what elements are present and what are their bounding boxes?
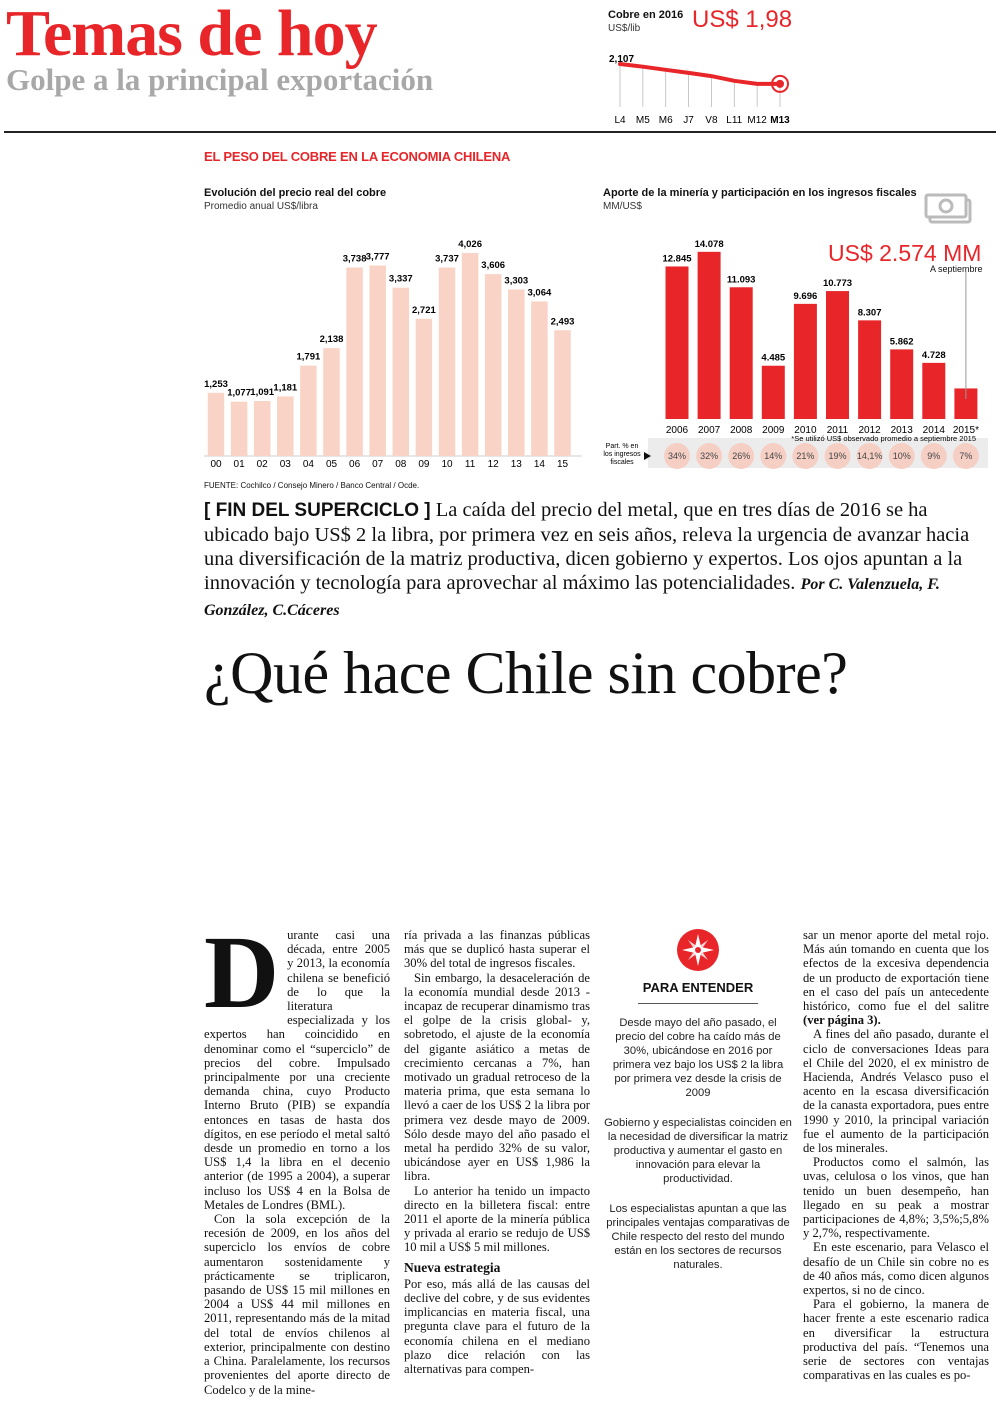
paragraph: En este escenario, para Velasco el desafío de un Chile sin cobre no es de 40 años más, como dicen algunos expertos, si no de cinco.	[803, 1240, 989, 1298]
bar-value-label: 1,077	[227, 387, 251, 399]
bar-value-label: 2,138	[319, 334, 344, 346]
percent-row-label: fiscales	[610, 459, 634, 466]
x-tick-label: 00	[210, 459, 222, 470]
bar-value-label: 9.696	[793, 290, 818, 302]
bar	[666, 266, 689, 419]
page-reference: (ver página 3).	[803, 1013, 881, 1028]
bar-value-label: 1,791	[296, 351, 321, 363]
article-column-1	[204, 915, 390, 1397]
percent-label: 14,1%	[856, 451, 883, 461]
left-chart-subtitle: Promedio anual US$/libra	[204, 201, 318, 212]
bar	[462, 253, 479, 456]
x-tick-label: 14	[533, 459, 545, 470]
paragraph: Con la sola excepción de la recesión de 2009, en los años del superciclo los envíos de cobre aumentaron sostenidamente y prácticamente se triplicaron, pasando de US$ 15 mil millones en 2004 a US$ 44 mil millones en 2011, representando más de la mitad del total de envíos chilenos al exterior, principalmente con destino a China. Paralelamente, los recursos provenientes del aporte directo de Codelco y de la mine-	[204, 1212, 390, 1397]
x-tick-label: 01	[233, 459, 245, 470]
bar-value-label: 3,738	[342, 253, 367, 265]
compass-star-icon	[676, 928, 720, 972]
bar-value-label: 3,777	[365, 251, 390, 263]
last-point	[776, 80, 784, 88]
right-chart-subtitle: MM/US$	[603, 201, 642, 212]
lead-kicker: [ FIN DEL SUPERCICLO ]	[204, 500, 431, 521]
bar	[858, 320, 881, 419]
x-tick-label: 05	[325, 459, 338, 470]
x-tick-label: 2012	[858, 425, 881, 436]
mining-highlight-note: A septiembre	[930, 264, 983, 274]
dropcap: D	[204, 915, 280, 1030]
bar	[369, 266, 386, 456]
sidebar-item: Los especialistas apuntan a que las principales ventajas comparativas de Chile respecto del resto del mundo están en los sectores de recursos naturales.	[606, 1203, 790, 1271]
lead-paragraph	[204, 498, 974, 623]
bar-value-label: 4.728	[921, 349, 946, 361]
section-title: Temas de hoy	[6, 0, 377, 70]
x-tick-label: 2006	[665, 425, 689, 436]
x-tick-label: 10	[441, 459, 453, 470]
bar	[300, 366, 317, 456]
mining-contribution-bar-chart	[600, 212, 990, 474]
bar	[416, 319, 433, 456]
bar	[698, 252, 721, 419]
bar-value-label: 5.862	[889, 336, 914, 348]
x-tick-label: 13	[510, 459, 522, 470]
mini-chart-unit: US$/lib	[608, 23, 641, 34]
start-value-label: 2,107	[609, 54, 635, 66]
tick-label: M13	[770, 115, 790, 126]
bar	[323, 348, 340, 456]
bar	[762, 366, 785, 419]
paragraph: Para el gobierno, la manera de hacer frente a este escenario radica en diversificar la estructura productiva del país. “Tenemos una serie de sectores con ventajas comparativas en las cuales es po-	[803, 1297, 989, 1383]
paragraph: A fines del año pasado, durante el ciclo de conversaciones Ideas para el Chile del 2020, el ex ministro de Hacienda, Andrés Velasco puso el acento en la escasa diversificación de la canasta exportadora, pues entre 1990 y 2010, la principal variación fue el aumento de la participación de los minerales.	[803, 1027, 989, 1156]
sidebar-rule	[638, 1003, 758, 1004]
x-tick-label: 2014	[922, 425, 945, 436]
paragraph	[803, 928, 989, 1027]
bar	[231, 402, 248, 456]
bar	[730, 287, 753, 419]
bar-value-label: 3,064	[527, 287, 552, 299]
bar	[508, 289, 525, 456]
bar	[922, 363, 945, 419]
bar-value-label: 4.485	[761, 352, 786, 364]
paragraph: Productos como el salmón, las uvas, celulosa o los vinos, que han tenido un buen desempeño, han llegado en su peak a mostrar participaciones de 4,8%; 3,5%;5,8% y 2,7%, respectivamente.	[803, 1155, 989, 1241]
percent-label: 26%	[732, 451, 751, 461]
x-tick-label: 08	[395, 459, 407, 470]
bar-value-label: 1,253	[204, 378, 228, 390]
percent-label: 21%	[796, 451, 815, 461]
left-chart-title: Evolución del precio real del cobre	[204, 187, 387, 199]
bar-value-label: 3,303	[504, 275, 529, 287]
x-tick-label: 2008	[730, 425, 753, 436]
paragraph: ría privada a las finanzas públicas más que se duplicó hasta superar el 30% del total de ingresos fiscales.	[404, 928, 590, 971]
sidebar-title: PARA ENTENDER	[642, 980, 754, 995]
x-tick-label: 2015*	[952, 425, 979, 436]
x-tick-label: 12	[487, 459, 499, 470]
x-tick-label: 2009	[762, 425, 785, 436]
bar	[277, 396, 294, 456]
bar-value-label: 10.773	[822, 278, 853, 290]
bar-value-label: 3,737	[435, 253, 459, 265]
x-tick-label: 03	[279, 459, 291, 470]
x-tick-label: 04	[302, 459, 314, 470]
bar-value-label: 12.845	[662, 253, 692, 265]
paragraph: Lo anterior ha tenido un impacto directo en la billetera fiscal: entre 2011 el aporte de la minería pública y privada al erario se redujo de US$ 10 mil a US$ 5 mil millones.	[404, 1183, 590, 1255]
article-column-2	[404, 928, 590, 1376]
x-tick-label: 02	[256, 459, 268, 470]
bar-value-label: 3,606	[481, 260, 506, 272]
bar	[794, 304, 817, 419]
percent-label: 19%	[828, 451, 847, 461]
infographic-heading: EL PESO DEL COBRE EN LA ECONOMIA CHILENA	[204, 149, 511, 164]
x-tick-label: 2013	[890, 425, 913, 436]
bar-value-label: 11.093	[726, 274, 756, 286]
headline: ¿Qué hace Chile sin cobre?	[204, 640, 848, 706]
paragraph: Sin embargo, la desaceleración de la economía mundial desde 2013 -incapaz de recuperar dinamismo tras el golpe de la crisis global- y, sobretodo, el ajuste de la economía del gigante asiático a metas de crecimiento cercanas a 7%, han motivado un gradual retroceso de la materia prima, que esta semana lo llevó a caer de los US$ 2 la libra por primera vez desde mayo de 2009. Sólo desde mayo del año pasado el metal ha perdido 32% de su valor, ubicándose ayer en US$ 1,986 la libra.	[404, 970, 590, 1184]
mini-chart-title: Cobre en 2016	[608, 9, 684, 21]
price-line	[620, 64, 780, 84]
sidebar-item: Gobierno y especialistas coinciden en la necesidad de diversificar la matriz productiva y aumentar el gasto en innovación para elevar la productividad.	[604, 1117, 792, 1185]
bar-value-label: 1,181	[273, 382, 298, 394]
lead-text: La caída del precio del metal, que en tres días de 2016 se ha ubicado bajo US$ 2 la libra, por primera vez en seis años, releva la urgencia de avanzar hacia una diversificación de la matriz productiva, dicen gobierno y expertos. Los ojos apuntan a la innovación y tecnología para aprovechar al máximo las potencialidades.	[204, 499, 970, 594]
x-tick-label: 07	[372, 459, 384, 470]
mining-highlight-value: US$ 2.574 MM	[828, 240, 982, 266]
subheading: Nueva estrategia	[404, 1259, 501, 1275]
bar	[254, 401, 271, 456]
paragraph: Por eso, más allá de las causas del declive del cobre, y de sus evidentes implicancias en materia fiscal, una pregunta clave para el futuro de la economía chilena en el mediano plazo dice relación con las alternativas para compen-	[404, 1276, 590, 1377]
tick-label: M6	[658, 115, 673, 126]
bar	[485, 274, 502, 456]
x-tick-label: 2007	[697, 425, 721, 436]
bar	[346, 267, 363, 456]
percent-label: 34%	[667, 451, 687, 461]
bar-value-label: 3,337	[388, 273, 413, 285]
copper-price-bar-chart	[204, 212, 588, 474]
bar-value-label: 2,493	[550, 316, 575, 328]
section-subtitle: Golpe a la principal exportación	[6, 62, 434, 97]
bar-value-label: 1,091	[250, 386, 275, 398]
bar	[826, 291, 849, 419]
x-tick-label: 09	[418, 459, 430, 470]
tick-label: M5	[635, 115, 650, 126]
mini-line-chart	[600, 35, 800, 130]
percent-label: 10%	[892, 451, 911, 461]
sidebar-item: Desde mayo del año pasado, el precio del cobre ha caído más de 30%, ubicándose en 2016 por primera vez bajo los US$ 2 la libra por primera vez desde la crisis de 2009	[612, 1017, 784, 1099]
bar	[890, 349, 913, 419]
paragraph: urante casi una década, entre 2005 y 2013, la economía chilena se benefició de lo que la literatura especializada y los expertos han coincidido en denominar como el “superciclo” de precios del cobre. Impulsado principalmente por una creciente demanda china, cuyo Producto Interno Bruto (PIB) se expandía entonces en tasas de hasta dos dígitos, en ese período el metal saltó desde un promedio en torno a los US$ 1,4 la libra en el decenio anterior (de 1995 a 2004), a superar incluso los US$ 4 en la Bolsa de Metales de Londres (BML).	[204, 928, 390, 1212]
bar	[439, 268, 456, 456]
article-column-4	[803, 928, 989, 1383]
bar	[531, 301, 548, 456]
bar	[393, 288, 410, 456]
x-tick-label: 11	[464, 459, 476, 470]
paragraph-text: sar un menor aporte del metal rojo. Más aún tomando en cuenta que los efectos de la excesiva dependencia de un producto de exportación tiene en el caso del país un antecedente histórico, como fue el del salitre	[803, 928, 989, 1014]
right-chart-title: Aporte de la minería y participación en los ingresos fiscales	[603, 187, 917, 199]
mini-chart-big-value: US$ 1,98	[692, 6, 793, 33]
footnote: *Se utilizó US$ observado promedio a septiembre 2015	[791, 434, 976, 443]
x-tick-label: 2010	[794, 425, 817, 436]
tick-label: J7	[683, 115, 694, 126]
x-tick-label: 15	[556, 459, 569, 470]
bar-value-label: 14.078	[694, 238, 724, 250]
tick-label: V8	[705, 115, 718, 126]
bar-value-label: 4,026	[458, 238, 482, 250]
percent-label: 9%	[927, 451, 941, 461]
tick-label: L4	[614, 115, 626, 126]
percent-label: 32%	[700, 451, 719, 461]
bar	[554, 330, 571, 456]
tick-label: M12	[747, 115, 767, 126]
infographic-source: FUENTE: Cochilco / Consejo Minero / Banco Central / Ocde.	[204, 481, 420, 490]
x-tick-label: 06	[349, 459, 361, 470]
header-rule	[4, 131, 996, 133]
x-tick-label: 2011	[826, 425, 849, 436]
bar	[208, 393, 225, 456]
bar-value-label: 8.307	[857, 307, 882, 319]
percent-row-label: Part. % en	[605, 443, 639, 450]
sidebar-para-entender	[604, 928, 792, 1288]
percent-label: 7%	[959, 451, 973, 461]
tick-label: L11	[726, 115, 743, 126]
bar-value-label: 2,721	[412, 304, 436, 316]
percent-row-label: los ingresos	[603, 451, 641, 458]
lead-byline: Por C. Valenzuela, F. González, C.Cáceres	[204, 576, 940, 619]
percent-label: 14%	[764, 451, 783, 461]
